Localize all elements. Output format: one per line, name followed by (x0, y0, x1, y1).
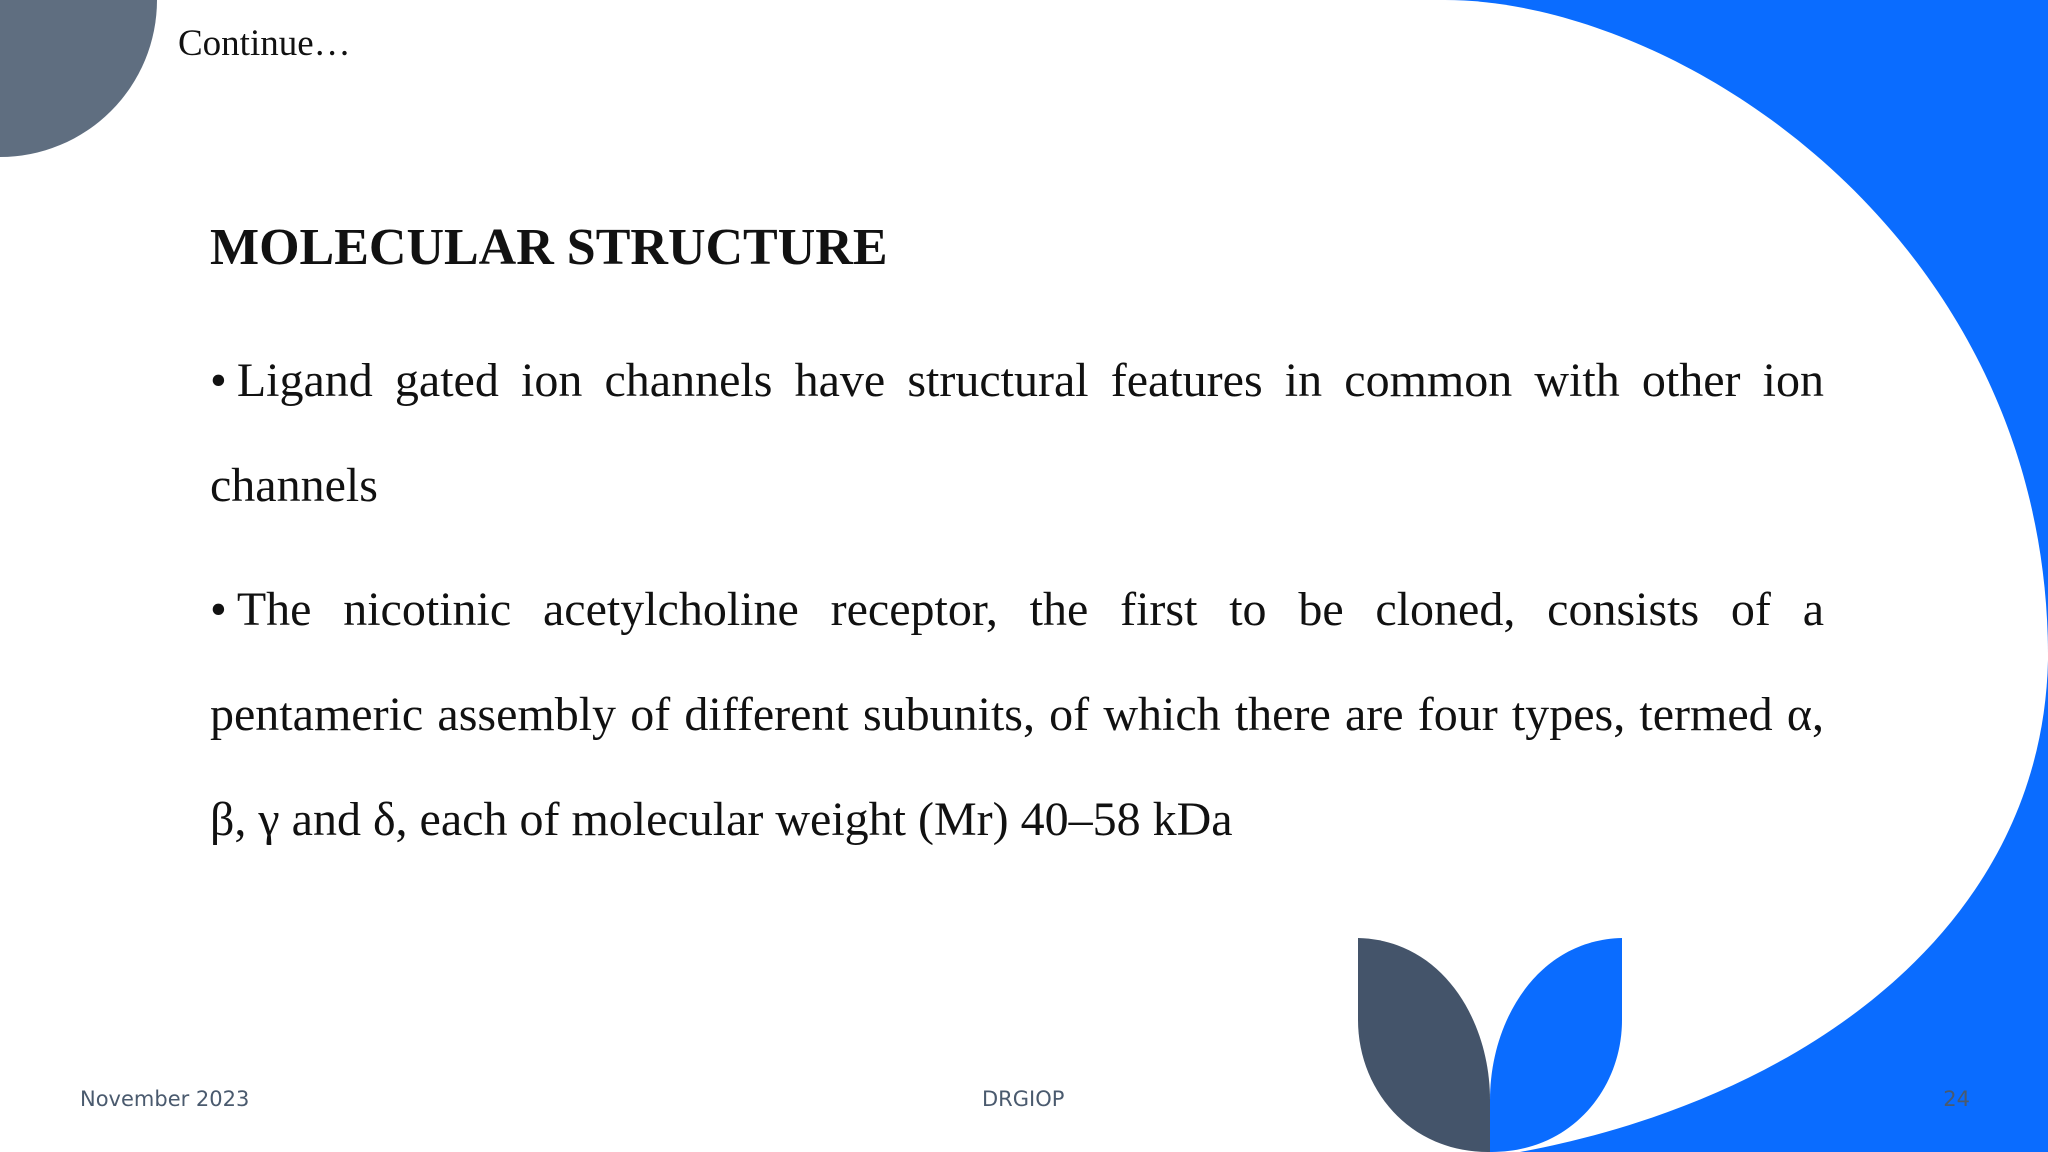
bullet-paragraph (210, 557, 1824, 872)
slide-heading: MOLECULAR STRUCTURE (210, 219, 888, 276)
slide-number: 24 (1943, 1087, 1970, 1111)
bullet-text: The nicotinic acetylcholine receptor, the first to be cloned, consists of a pentameric assembly of different subunits, of which there are four types, termed α, β, γ and δ, each of molecular weight (Mr) 40–58 kDa (210, 583, 1824, 846)
bullet-paragraph (210, 328, 1824, 538)
bullet-marker: • (210, 354, 227, 407)
footer-date: November 2023 (80, 1087, 250, 1111)
bullet-text: Ligand gated ion channels have structural features in common with other ion channels (210, 354, 1824, 512)
footer-center-text: DRGIOP (982, 1087, 1065, 1111)
bullet-marker: • (210, 583, 227, 636)
slide-content (210, 212, 1824, 891)
continue-label: Continue… (178, 23, 351, 64)
